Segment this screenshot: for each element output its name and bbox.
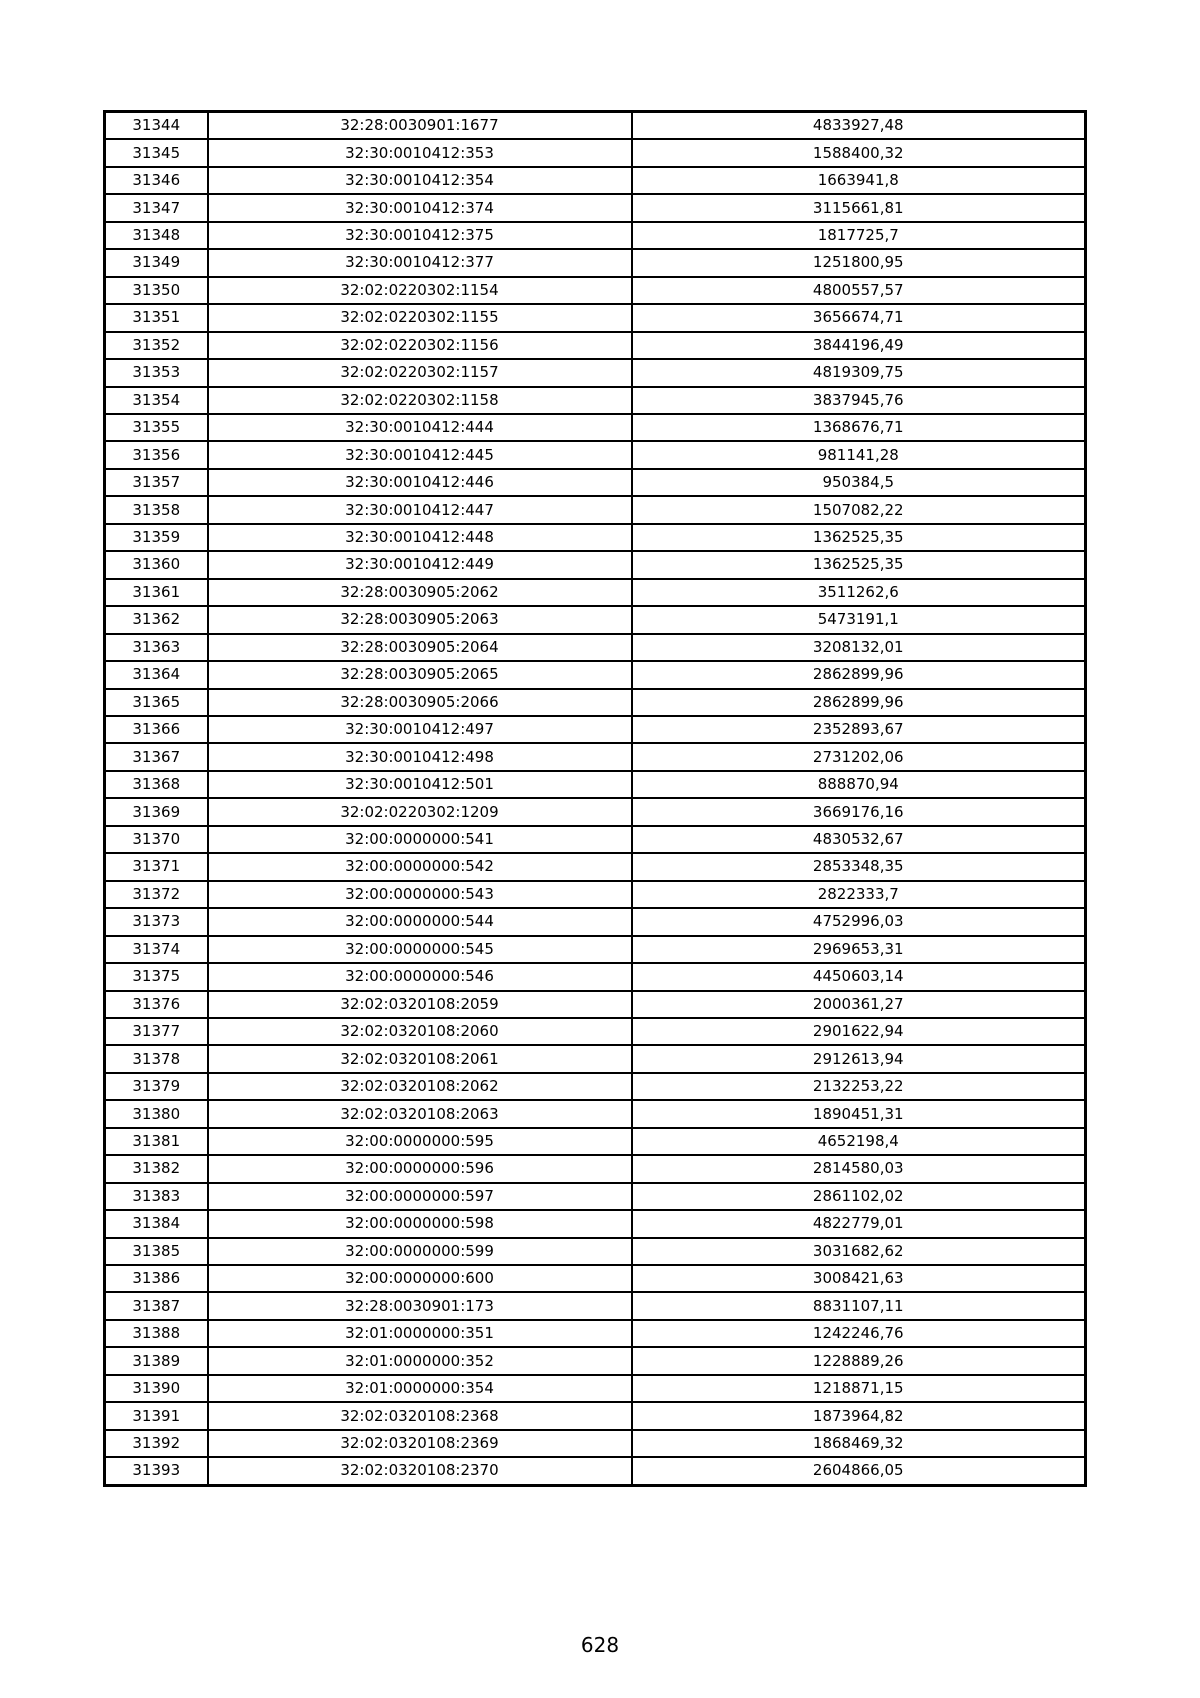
cadastral-number-cell: 32:02:0320108:2061 <box>208 1045 632 1072</box>
table-row <box>105 936 1086 963</box>
table-row <box>105 387 1086 414</box>
value-cell: 3008421,63 <box>632 1265 1086 1292</box>
row-number-cell: 31358 <box>105 496 208 523</box>
value-cell: 2814580,03 <box>632 1155 1086 1182</box>
table-row <box>105 524 1086 551</box>
value-cell: 981141,28 <box>632 441 1086 468</box>
row-number-cell: 31379 <box>105 1073 208 1100</box>
table-row <box>105 1375 1086 1402</box>
cadastral-number-cell: 32:30:0010412:446 <box>208 469 632 496</box>
cadastral-number-cell: 32:00:0000000:541 <box>208 826 632 853</box>
cadastral-number-cell: 32:01:0000000:352 <box>208 1347 632 1374</box>
row-number-cell: 31371 <box>105 853 208 880</box>
cadastral-number-cell: 32:01:0000000:351 <box>208 1320 632 1347</box>
cadastral-number-cell: 32:02:0320108:2060 <box>208 1018 632 1045</box>
cadastral-number-cell: 32:30:0010412:353 <box>208 139 632 166</box>
value-cell: 2352893,67 <box>632 716 1086 743</box>
row-number-cell: 31375 <box>105 963 208 990</box>
table-row <box>105 1430 1086 1457</box>
value-cell: 4652198,4 <box>632 1128 1086 1155</box>
value-cell: 4822779,01 <box>632 1210 1086 1237</box>
value-cell: 4450603,14 <box>632 963 1086 990</box>
value-cell: 3208132,01 <box>632 634 1086 661</box>
row-number-cell: 31348 <box>105 222 208 249</box>
table-row <box>105 963 1086 990</box>
row-number-cell: 31381 <box>105 1128 208 1155</box>
cadastral-number-cell: 32:30:0010412:449 <box>208 551 632 578</box>
cadastral-number-cell: 32:00:0000000:542 <box>208 853 632 880</box>
row-number-cell: 31362 <box>105 606 208 633</box>
table-row <box>105 469 1086 496</box>
table-row <box>105 441 1086 468</box>
table-row <box>105 853 1086 880</box>
value-cell: 3656674,71 <box>632 304 1086 331</box>
cadastral-number-cell: 32:02:0320108:2368 <box>208 1402 632 1429</box>
row-number-cell: 31388 <box>105 1320 208 1347</box>
row-number-cell: 31347 <box>105 194 208 221</box>
value-cell: 2912613,94 <box>632 1045 1086 1072</box>
cadastral-number-cell: 32:02:0320108:2369 <box>208 1430 632 1457</box>
table-row <box>105 689 1086 716</box>
value-cell: 2853348,35 <box>632 853 1086 880</box>
table-row <box>105 112 1086 140</box>
table-row <box>105 1292 1086 1319</box>
cadastral-number-cell: 32:01:0000000:354 <box>208 1375 632 1402</box>
cadastral-number-cell: 32:30:0010412:448 <box>208 524 632 551</box>
row-number-cell: 31382 <box>105 1155 208 1182</box>
page-number: 628 <box>580 1633 620 1657</box>
table-row <box>105 359 1086 386</box>
table-row <box>105 634 1086 661</box>
row-number-cell: 31386 <box>105 1265 208 1292</box>
value-cell: 4833927,48 <box>632 112 1086 140</box>
value-cell: 4800557,57 <box>632 277 1086 304</box>
row-number-cell: 31392 <box>105 1430 208 1457</box>
value-cell: 3115661,81 <box>632 194 1086 221</box>
cadastral-number-cell: 32:02:0320108:2059 <box>208 991 632 1018</box>
table-row <box>105 1073 1086 1100</box>
table-row <box>105 277 1086 304</box>
value-cell: 1228889,26 <box>632 1347 1086 1374</box>
row-number-cell: 31367 <box>105 743 208 770</box>
table-row <box>105 1320 1086 1347</box>
value-cell: 1368676,71 <box>632 414 1086 441</box>
cadastral-number-cell: 32:02:0220302:1209 <box>208 798 632 825</box>
value-cell: 2000361,27 <box>632 991 1086 1018</box>
row-number-cell: 31357 <box>105 469 208 496</box>
cadastral-number-cell: 32:30:0010412:501 <box>208 771 632 798</box>
row-number-cell: 31378 <box>105 1045 208 1072</box>
table-row <box>105 332 1086 359</box>
table-row <box>105 1457 1086 1485</box>
value-cell: 1362525,35 <box>632 524 1086 551</box>
row-number-cell: 31361 <box>105 579 208 606</box>
cadastral-number-cell: 32:28:0030905:2065 <box>208 661 632 688</box>
value-cell: 4819309,75 <box>632 359 1086 386</box>
cadastral-number-cell: 32:28:0030905:2063 <box>208 606 632 633</box>
cadastral-number-cell: 32:00:0000000:545 <box>208 936 632 963</box>
cadastral-table <box>103 110 1087 1487</box>
table-row <box>105 798 1086 825</box>
table-row <box>105 1155 1086 1182</box>
table-row <box>105 1210 1086 1237</box>
value-cell: 2862899,96 <box>632 661 1086 688</box>
value-cell: 4752996,03 <box>632 908 1086 935</box>
table-row <box>105 716 1086 743</box>
value-cell: 5473191,1 <box>632 606 1086 633</box>
cadastral-number-cell: 32:30:0010412:497 <box>208 716 632 743</box>
cadastral-number-cell: 32:28:0030901:1677 <box>208 112 632 140</box>
row-number-cell: 31354 <box>105 387 208 414</box>
table-row <box>105 496 1086 523</box>
table-row <box>105 1238 1086 1265</box>
value-cell: 3511262,6 <box>632 579 1086 606</box>
row-number-cell: 31346 <box>105 167 208 194</box>
value-cell: 888870,94 <box>632 771 1086 798</box>
cadastral-number-cell: 32:30:0010412:445 <box>208 441 632 468</box>
row-number-cell: 31390 <box>105 1375 208 1402</box>
row-number-cell: 31353 <box>105 359 208 386</box>
value-cell: 1218871,15 <box>632 1375 1086 1402</box>
table-row <box>105 1183 1086 1210</box>
cadastral-number-cell: 32:00:0000000:543 <box>208 881 632 908</box>
table-row <box>105 414 1086 441</box>
value-cell: 2862899,96 <box>632 689 1086 716</box>
table-row <box>105 551 1086 578</box>
table-row <box>105 139 1086 166</box>
value-cell: 3837945,76 <box>632 387 1086 414</box>
value-cell: 2604866,05 <box>632 1457 1086 1485</box>
table-row <box>105 661 1086 688</box>
table-row <box>105 908 1086 935</box>
cadastral-number-cell: 32:02:0320108:2062 <box>208 1073 632 1100</box>
row-number-cell: 31345 <box>105 139 208 166</box>
cadastral-number-cell: 32:30:0010412:377 <box>208 249 632 276</box>
row-number-cell: 31359 <box>105 524 208 551</box>
table-row <box>105 1045 1086 1072</box>
cadastral-number-cell: 32:00:0000000:600 <box>208 1265 632 1292</box>
cadastral-number-cell: 32:30:0010412:498 <box>208 743 632 770</box>
table-row <box>105 881 1086 908</box>
cadastral-number-cell: 32:28:0030905:2064 <box>208 634 632 661</box>
value-cell: 1362525,35 <box>632 551 1086 578</box>
table-row <box>105 743 1086 770</box>
value-cell: 1588400,32 <box>632 139 1086 166</box>
row-number-cell: 31351 <box>105 304 208 331</box>
row-number-cell: 31364 <box>105 661 208 688</box>
value-cell: 1507082,22 <box>632 496 1086 523</box>
row-number-cell: 31368 <box>105 771 208 798</box>
row-number-cell: 31383 <box>105 1183 208 1210</box>
value-cell: 4830532,67 <box>632 826 1086 853</box>
value-cell: 8831107,11 <box>632 1292 1086 1319</box>
value-cell: 1873964,82 <box>632 1402 1086 1429</box>
value-cell: 1242246,76 <box>632 1320 1086 1347</box>
row-number-cell: 31360 <box>105 551 208 578</box>
row-number-cell: 31377 <box>105 1018 208 1045</box>
cadastral-number-cell: 32:30:0010412:444 <box>208 414 632 441</box>
cadastral-number-cell: 32:00:0000000:596 <box>208 1155 632 1182</box>
row-number-cell: 31370 <box>105 826 208 853</box>
cadastral-number-cell: 32:00:0000000:595 <box>208 1128 632 1155</box>
table-row <box>105 991 1086 1018</box>
cadastral-number-cell: 32:00:0000000:599 <box>208 1238 632 1265</box>
value-cell: 3669176,16 <box>632 798 1086 825</box>
cadastral-number-cell: 32:28:0030905:2062 <box>208 579 632 606</box>
row-number-cell: 31365 <box>105 689 208 716</box>
value-cell: 2731202,06 <box>632 743 1086 770</box>
cadastral-number-cell: 32:02:0220302:1158 <box>208 387 632 414</box>
row-number-cell: 31369 <box>105 798 208 825</box>
value-cell: 2132253,22 <box>632 1073 1086 1100</box>
cadastral-number-cell: 32:30:0010412:354 <box>208 167 632 194</box>
row-number-cell: 31373 <box>105 908 208 935</box>
row-number-cell: 31387 <box>105 1292 208 1319</box>
cadastral-table-body <box>105 112 1086 1486</box>
row-number-cell: 31376 <box>105 991 208 1018</box>
value-cell: 1251800,95 <box>632 249 1086 276</box>
cadastral-number-cell: 32:02:0220302:1156 <box>208 332 632 359</box>
table-row <box>105 249 1086 276</box>
table-row <box>105 194 1086 221</box>
value-cell: 3844196,49 <box>632 332 1086 359</box>
table-row <box>105 771 1086 798</box>
value-cell: 3031682,62 <box>632 1238 1086 1265</box>
row-number-cell: 31374 <box>105 936 208 963</box>
table-row <box>105 579 1086 606</box>
value-cell: 1868469,32 <box>632 1430 1086 1457</box>
table-row <box>105 606 1086 633</box>
table-row <box>105 304 1086 331</box>
row-number-cell: 31389 <box>105 1347 208 1374</box>
table-row <box>105 1347 1086 1374</box>
row-number-cell: 31349 <box>105 249 208 276</box>
row-number-cell: 31356 <box>105 441 208 468</box>
row-number-cell: 31380 <box>105 1100 208 1127</box>
table-row <box>105 1128 1086 1155</box>
table-row <box>105 222 1086 249</box>
table-row <box>105 1100 1086 1127</box>
value-cell: 2861102,02 <box>632 1183 1086 1210</box>
cadastral-number-cell: 32:02:0220302:1155 <box>208 304 632 331</box>
value-cell: 2901622,94 <box>632 1018 1086 1045</box>
cadastral-number-cell: 32:00:0000000:546 <box>208 963 632 990</box>
cadastral-number-cell: 32:28:0030905:2066 <box>208 689 632 716</box>
cadastral-number-cell: 32:00:0000000:597 <box>208 1183 632 1210</box>
value-cell: 2822333,7 <box>632 881 1086 908</box>
cadastral-number-cell: 32:02:0320108:2370 <box>208 1457 632 1485</box>
cadastral-number-cell: 32:00:0000000:544 <box>208 908 632 935</box>
row-number-cell: 31393 <box>105 1457 208 1485</box>
value-cell: 1890451,31 <box>632 1100 1086 1127</box>
cadastral-number-cell: 32:30:0010412:374 <box>208 194 632 221</box>
value-cell: 950384,5 <box>632 469 1086 496</box>
table-row <box>105 1402 1086 1429</box>
row-number-cell: 31391 <box>105 1402 208 1429</box>
table-row <box>105 826 1086 853</box>
table-row <box>105 167 1086 194</box>
cadastral-number-cell: 32:28:0030901:173 <box>208 1292 632 1319</box>
cadastral-number-cell: 32:02:0320108:2063 <box>208 1100 632 1127</box>
cadastral-number-cell: 32:02:0220302:1154 <box>208 277 632 304</box>
row-number-cell: 31385 <box>105 1238 208 1265</box>
table-row <box>105 1018 1086 1045</box>
row-number-cell: 31372 <box>105 881 208 908</box>
value-cell: 2969653,31 <box>632 936 1086 963</box>
row-number-cell: 31352 <box>105 332 208 359</box>
row-number-cell: 31363 <box>105 634 208 661</box>
row-number-cell: 31366 <box>105 716 208 743</box>
value-cell: 1817725,7 <box>632 222 1086 249</box>
row-number-cell: 31384 <box>105 1210 208 1237</box>
row-number-cell: 31355 <box>105 414 208 441</box>
row-number-cell: 31344 <box>105 112 208 140</box>
cadastral-number-cell: 32:30:0010412:375 <box>208 222 632 249</box>
cadastral-number-cell: 32:02:0220302:1157 <box>208 359 632 386</box>
row-number-cell: 31350 <box>105 277 208 304</box>
cadastral-number-cell: 32:00:0000000:598 <box>208 1210 632 1237</box>
table-row <box>105 1265 1086 1292</box>
cadastral-number-cell: 32:30:0010412:447 <box>208 496 632 523</box>
value-cell: 1663941,8 <box>632 167 1086 194</box>
